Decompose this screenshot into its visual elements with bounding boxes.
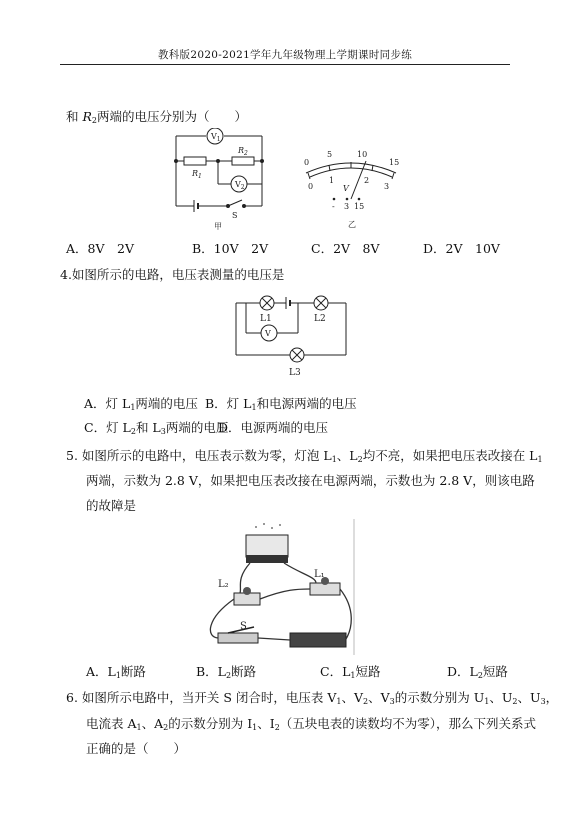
r1-label: $R_1$ <box>192 169 202 180</box>
meter-bottom-tick-1: 1 <box>329 176 335 185</box>
q6-stem-line3: 正确的是（ ） <box>86 741 187 756</box>
q3-meter-figure <box>296 143 406 235</box>
q3-stem-r: R <box>82 109 92 124</box>
fig-yi-label: 乙 <box>348 220 356 229</box>
meter-top-tick-5: 5 <box>327 150 333 159</box>
q4-option-b[interactable]: B．灯 $L_1$和电源两端的电压 <box>205 396 357 412</box>
switch-label: S <box>232 211 238 220</box>
q5-photo-figure <box>206 519 358 655</box>
meter-terminal-15: 15 <box>354 202 365 211</box>
q3-stem-post: 两端的电压分别为（ ） <box>97 109 248 124</box>
header-divider <box>60 64 510 65</box>
q5-stem-line2: 两端，示数为 2.8 V，如果把电压表改接在电源两端，示数也为 2.8 V，则该电路 <box>86 473 535 488</box>
r2-label: $R_2$ <box>238 146 248 157</box>
meter-top-tick-10: 10 <box>357 150 368 159</box>
page-header-title: 教科版2020-2021学年九年级物理上学期课时同步练 <box>157 49 413 61</box>
q4-stem: 4.如图所示的电路，电压表测量的电压是 <box>60 267 285 282</box>
q4-option-c[interactable]: C．灯 $L_2$和 $L_3$两端的电压 <box>84 420 229 436</box>
q3-circuit-figure <box>170 128 280 233</box>
q4-l3-label: L3 <box>289 368 301 378</box>
fig-jia-label: 甲 <box>214 222 222 231</box>
q3-option-c[interactable]: C．2V 8V <box>311 241 380 256</box>
q4-l2-label: L2 <box>314 314 326 324</box>
q3-option-d[interactable]: D．2V 10V <box>423 241 500 256</box>
q5-stem-line3: 的故障是 <box>86 498 137 513</box>
q5-s-label: S <box>240 621 247 632</box>
q5-l1-label: L₁ <box>314 569 325 580</box>
meter-top-tick-0: 0 <box>304 158 310 167</box>
q4-v-label: V <box>265 329 271 338</box>
meter-unit: V <box>343 184 349 193</box>
v2-label: $V_2$ <box>235 180 245 191</box>
q5-option-d[interactable]: D．$L_2$短路 <box>447 664 508 680</box>
q3-stem <box>66 107 247 125</box>
q5-option-b[interactable]: B．$L_2$断路 <box>196 664 257 680</box>
q3-option-b[interactable]: B．10V 2V <box>192 241 269 256</box>
q6-stem-line1: 6. 如图所示电路中，当开关 S 闭合时，电压表 $V_1$、$V_2$、$V_3$的示数分别为 $U_1$、$U_2$、$U_3$， <box>66 690 559 706</box>
q4-option-a[interactable]: A．灯 $L_1$两端的电压 <box>84 396 198 412</box>
q5-option-a[interactable]: A．$L_1$断路 <box>86 664 146 680</box>
q3-option-a[interactable]: A．8V 2V <box>66 241 134 256</box>
q5-option-c[interactable]: C．$L_1$短路 <box>320 664 381 680</box>
q5-l2-label: L₂ <box>218 579 229 590</box>
q3-stem-pre: 和 <box>66 109 83 124</box>
q5-stem-line1: 5. 如图所示的电路中，电压表示数为零，灯泡 $L_1$、$L_2$均不亮，如果把电压表改接在 $L_1$ <box>66 448 543 464</box>
q6-stem-line2: 电流表 $A_1$、$A_2$的示数分别为 $I_1$、$I_2$（五块电表的读数均不为零），那么下列关系式 <box>86 716 537 732</box>
q3-stem-sub: 2 <box>91 116 97 125</box>
meter-bottom-tick-3: 3 <box>384 182 390 191</box>
v1-label: $V_1$ <box>211 132 221 143</box>
q4-option-d[interactable]: D．电源两端的电压 <box>218 420 329 435</box>
meter-top-tick-15: 15 <box>389 158 400 167</box>
q4-circuit-figure <box>232 289 352 379</box>
meter-terminal-minus: - <box>332 202 335 211</box>
meter-terminal-3: 3 <box>344 202 350 211</box>
meter-bottom-tick-0: 0 <box>308 182 314 191</box>
q4-l1-label: L1 <box>260 314 272 324</box>
meter-bottom-tick-2: 2 <box>364 176 370 185</box>
